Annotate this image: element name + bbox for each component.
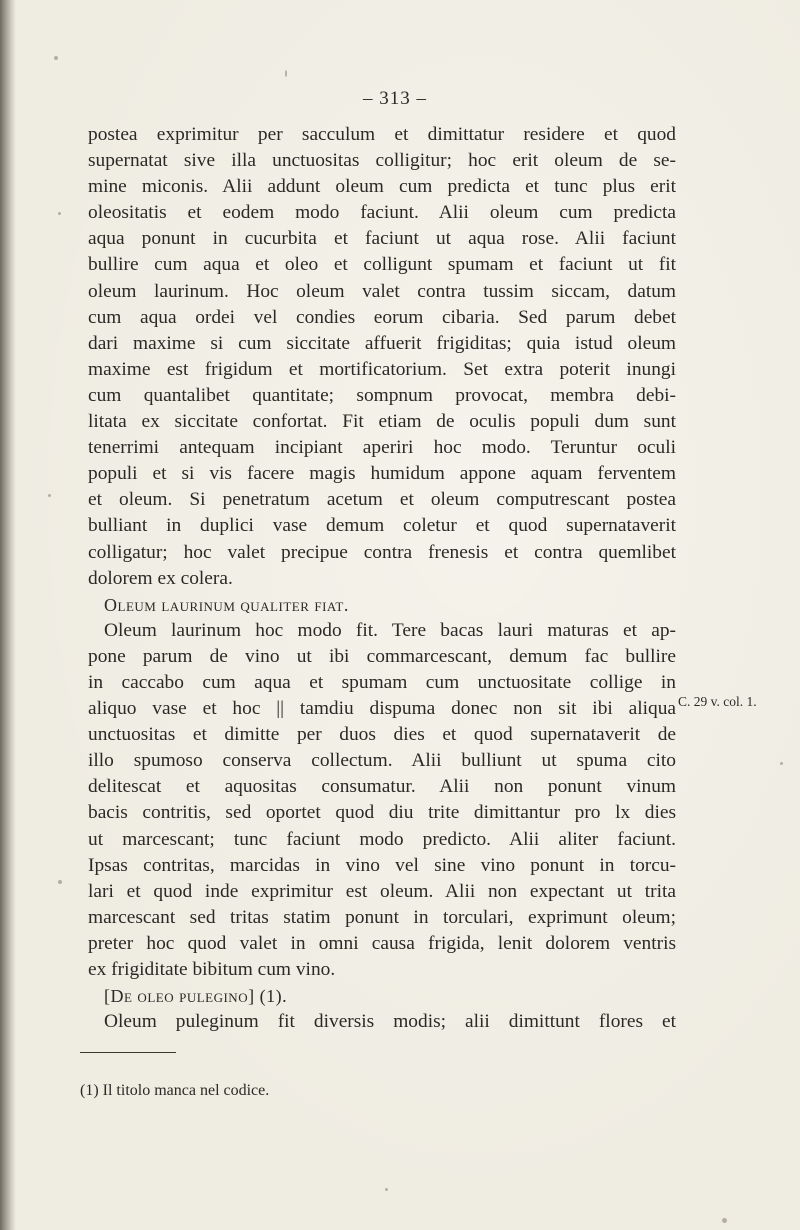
text-line: pone parum de vino ut ibi commarcescant, demum fac bullire (88, 645, 676, 667)
margin-note: C. 29 v. col. 1. (678, 694, 757, 709)
text-line: Oleum laurinum hoc modo fit. Tere bacas lauri maturas et ap- (104, 619, 676, 641)
text-line: unctuositas et dimitte per duos dies et quod supernataverit de (88, 724, 676, 746)
text-line: cum quantalibet quantitate; sompnum provocat, membra debi- (88, 384, 676, 406)
section-heading: Oleum laurinum qualiter fiat. (104, 594, 349, 615)
text-line: bulliant in duplici vase demum coletur et quod supernataverit (88, 515, 676, 537)
footnote-rule (80, 1052, 176, 1053)
text-line: ut marcescant; tunc faciunt modo predicto. Alii aliter faciunt. (88, 828, 676, 850)
paper-speck (722, 1218, 727, 1223)
paper-speck (58, 880, 62, 884)
paper-speck (285, 70, 287, 77)
text-line: litata ex siccitate confortat. Fit etiam de oculis populi dum sunt (88, 411, 676, 433)
text-line: maxime est frigidum et mortificatorium. Set extra poterit inungi (88, 358, 676, 380)
text-line: oleum laurinum. Hoc oleum valet contra tussim siccam, datum (88, 280, 676, 302)
text-line: in caccabo cum aqua et spumam cum unctuositate collige in (88, 671, 676, 693)
paper-speck (48, 494, 51, 497)
text-line: postea exprimitur per sacculum et dimittatur residere et quod (88, 124, 676, 145)
paper-speck (780, 762, 783, 765)
text-line: supernatat sive illa unctuositas colligitur; hoc erit oleum de se- (88, 150, 676, 172)
text-line: bacis contritis, sed oportet quod diu trite dimittantur pro lx dies (88, 802, 676, 824)
text-line: oleositatis et eodem modo faciunt. Alii oleum cum predicta (88, 202, 676, 224)
text-line: Oleum puleginum fit diversis modis; alii dimittunt flores et (104, 1011, 676, 1033)
text-line: Ipsas contritas, marcidas in vino vel sine vino ponunt in torcu- (88, 854, 676, 876)
text-line: dolorem ex colera. (88, 567, 233, 589)
text-line: populi et si vis facere magis humidum appone aquam ferventem (88, 463, 676, 485)
text-line: ex frigiditate bibitum cum vino. (88, 959, 336, 980)
text-line: aliquo vase et hoc || tamdiu dispuma donec non sit ibi aliqua (88, 698, 676, 720)
text-line: tenerrimi antequam incipiant aperiri hoc modo. Teruntur oculi (88, 437, 676, 459)
body-text (88, 122, 676, 1035)
text-line: marcescant sed tritas statim ponunt in torculari, exprimunt oleum; (88, 906, 676, 928)
section-heading: [De oleo pulegino] (1). (104, 986, 288, 1007)
footnote: (1) Il titolo manca nel codice. (80, 1082, 270, 1099)
paper-speck (54, 56, 58, 60)
page-number: – 313 – (363, 88, 427, 109)
text-line: preter hoc quod valet in omni causa frigida, lenit dolorem ventris (88, 932, 676, 954)
text-line: dari maxime si cum siccitate affuerit frigiditas; quia istud oleum (88, 332, 676, 354)
text-line: mine miconis. Alii addunt oleum cum predicta et tunc plus erit (88, 176, 676, 198)
spine-shadow (0, 0, 16, 1230)
text-line: aqua ponunt in cucurbita et faciunt ut aqua rose. Alii faciunt (88, 228, 676, 250)
paper-speck (58, 212, 61, 215)
text-line: et oleum. Si penetratum acetum et oleum computrescant postea (88, 489, 676, 511)
text-line: bullire cum aqua et oleo et colligunt spumam et faciunt ut fit (88, 254, 676, 276)
text-line: illo spumoso conserva collectum. Alii bulliunt ut spuma cito (88, 750, 676, 772)
text-line: cum aqua ordei vel condies eorum cibaria. Sed parum debet (88, 306, 676, 328)
text-line: colligatur; hoc valet precipue contra frenesis et contra quemlibet (88, 541, 676, 563)
text-line: delitescat et aquositas consumatur. Alii non ponunt vinum (88, 776, 676, 798)
paper-speck (385, 1188, 388, 1191)
text-line: lari et quod inde exprimitur est oleum. Alii non expectant ut trita (88, 880, 676, 902)
